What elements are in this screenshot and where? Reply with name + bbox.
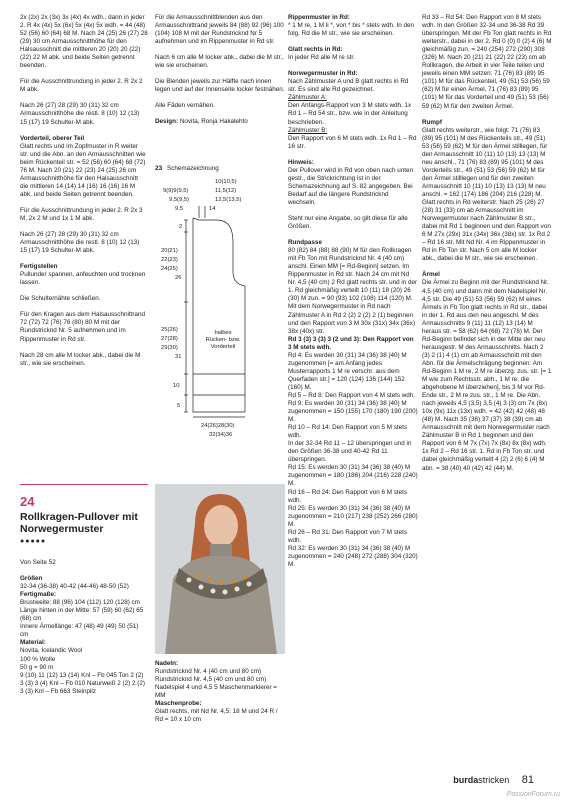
material-text: 9 (10) 11 (12) 13 (14) Knl – Fb 045 Ton 2 (2) 3 (3) 3 (4) Knl – Fb 010 Naturweiß 2 (2) 2 (2) 3 (3) Knl – Fb 663 Steinpilz bbox=[20, 671, 145, 695]
schema-drawing bbox=[155, 162, 285, 442]
measure-text: Brustweite: 88 (96) 104 (112) 120 (128) cm bbox=[20, 599, 140, 607]
text-paragraph: Nach 26 (27) 28 (29) 30 (31) 32 cm Armausschnitthöhe die restl. 8 (10) 12 (13) 15 (17) 19 Schulter-M abk. bbox=[20, 231, 140, 255]
material-text: 100 % Wolle bbox=[20, 655, 56, 663]
schema-top-1: 10(10,5) bbox=[215, 179, 237, 185]
pattern-divider bbox=[20, 484, 148, 485]
text-paragraph: In jeder Rd alle M re str. bbox=[288, 54, 355, 62]
text-paragraph: Nach 28 cm alle M locker abk., dabei die M str., wie sie erscheinen. bbox=[20, 351, 141, 367]
schema-label: halbes Rücken- bzw. Vorderteil bbox=[205, 330, 241, 350]
pattern-number: 24 bbox=[20, 494, 35, 509]
text-paragraph: Rd 26 – Rd 31: Den Rapport von 7 M stets wdh. bbox=[288, 528, 408, 544]
text-paragraph: Glatt rechts weiterstr., wie folgt: 71 (76) 83 (89) 95 (101) M des Rückenteils str., 49 (51) 53 (56) 59 (62) M für den Ärmel stilllegen, für den Armausschnitt 10 (11) 10 (13) 13 (13) M neu anschl., 71 (76) 83 (89) 95 (101) M des Vorderteils str., 49 (51) 53 (56) 59 (62) M für den Ärmel stilllegen und für den zweiten Armausschnitt 10 (11) 10 (13) 13 (13) M neu anschl. = 162 (174) 186 (204) 216 (228) M. Glatt rechts in Rd weiterstr. Nach 25 (26) 27 (28) 31 (33) cm ab Armausschnitt im Norwegermuster nach Zählmuster B str., dabei mit Rd 1 beginnen und den Rapport von 6 M 27x (29x) 31x (34x) 36x (38x) str. 1x Rd 2 – Rd 16 str. Mit Nd Nr. 4 im Rippenmuster in Rd in Fb Ton str. Nach 5 cm alle M locker abk., dabei die M str., wie sie erscheinen. bbox=[422, 126, 551, 263]
text-paragraph: Den Rapport von 6 M stets wdh. 1x Rd 1 – Rd 16 str. bbox=[288, 134, 417, 150]
text-paragraph: Rd 25: Es werden 30 (31) 34 (36) 38 (40) M zugenommen = 210 (217) 238 (252) 266 (280) M. bbox=[288, 504, 418, 528]
page-number: 81 bbox=[521, 774, 534, 786]
text-paragraph: Rd 16 – Rd 24: Den Rapport von 6 M stets wdh. bbox=[288, 488, 408, 504]
schema-left-num: 29(30) bbox=[161, 345, 178, 351]
schema-left-num: 22(23) bbox=[161, 257, 178, 263]
heading-rippenmuster: Rippenmuster in Rd: bbox=[288, 14, 350, 21]
schema-left-num: 24(25) bbox=[161, 266, 178, 272]
needles-text: Rundstricknd Nr. 4 (40 cm und 80 cm) Rundstricknd Nr. 4,5 (40 cm und 80 cm) Nadelspiel 4 und 4,5 5 Maschenmarkierer = MM bbox=[155, 668, 277, 700]
pattern-title: Rollkragen-Pullover mit Norwegermuster bbox=[20, 511, 138, 535]
brand-suffix: stricken bbox=[478, 775, 510, 785]
text-paragraph: 2x (2x) 2x (3x) 3x (4x) 4x wdh., dann in jeder 2. R 4x (4x) 5x (6x) 5x (4x) 5x wdh. = 44 (48) 52 (56) 60 (64) 68 M. Nach 24 (25) 26 (27) 28 (29) 30 cm Armausschnitthöhe für den Halsausschnitt die mittleren 20 (20) 20 (22) (22) 22 M abk. und beide Seiten getrennt beenden. bbox=[20, 14, 148, 70]
heading-maschenprobe: Maschenprobe: bbox=[155, 700, 202, 708]
text-paragraph: Die Ärmel zu Beginn mit der Rundstricknd Nr. 4,5 (40 cm) und dann mit dem Nadelspiel Nr. 4,5 str. Die 49 (51) 53 (56) 59 (62) M eines Ärmels in Fb Ton glatt rechts in Rd str., dabei in der 1. Rd aus den neu angeschl. M des Armausschnitts 9 (11) 11 (12) 13 (14) M heraus str. = 58 (62) 64 (68) 72 (76) M. Der Rd-Beginn befindet sich in der Mitte der neu herausgestr. M des Armausschnitts. Nach 2 (3) 2 (1) 4 (1) cm ab Armausschnitt mit den Abn. für die Ärmelschrägung beginnen: Am Rd-Beginn 1 M re, 2 M re überzg. zus. str. [= 1 M wie zum Rechtsstr. abh., 1 M re, die abgehobene M überziehen], bis 3 M vor Rd-Ende str., 2 M re zus. str., 1 M re. Die Abn. nach jeweils 4,5 (3,5) 3,5 (4) 3 (3) cm 7x (8x) 10x (9x) 11x (13x) wdh. = 42 (42) 42 (48) 48 (48) M. Nach 35 (36) 37 (37) 38 (39) cm ab Armausschnitt mit dem Norwegermuster nach Zählmuster B in Rd 1 beginnen und den Rapport von 6 M 7x (7x) 7x (8x) 8x (8x) wdh. 1x Rd 2 – Rd 16 str. 1. Rd in Fb Ton str. und dabei gleichmäßig verteilt 4 (2) 2 (6) 6 (4) M abn. = 38 (40) 40 (42) 42 (44) M. bbox=[422, 279, 552, 472]
schema-left-1: 9(9)9(9,5) bbox=[163, 188, 189, 194]
text-paragraph: Für die Ausschnittrundung in jeder 2. R 2x 2 M abk. bbox=[20, 78, 143, 94]
design-label: Design: bbox=[155, 118, 179, 126]
schema-left-num: 26 bbox=[175, 275, 182, 281]
schema-top-3: 12,5(13,5) bbox=[215, 197, 242, 203]
schema-left-num: 5 bbox=[177, 403, 181, 409]
schema-top-2: 11,5(12) bbox=[215, 188, 237, 194]
schema-left-num: 25(26) bbox=[161, 327, 178, 333]
schema-title: Schemazeichnung bbox=[167, 165, 219, 172]
heading-nadeln: Nadeln: bbox=[155, 660, 179, 667]
text-paragraph: Rd 32: Es werden 30 (31) 34 (36) 38 (40) M zugenommen = 240 (248) 272 (288) 304 (320) M. bbox=[288, 544, 418, 568]
text-paragraph: * 1 M re, 1 M li *, von * bis * stets wdh. In den folg. Rd die M str., wie sie erscheinen. bbox=[288, 22, 414, 38]
heading-fertigstellen: Fertigstellen bbox=[20, 263, 58, 271]
brand-name: burda bbox=[453, 775, 479, 785]
material-text: Novita, Icelandic Wool bbox=[20, 647, 83, 655]
text-paragraph: Steht nur eine Angabe, so gilt diese für alle Größen. bbox=[288, 214, 408, 231]
text-paragraph: 80 (82) 84 (88) 88 (90) M für den Rollkragen mit Fb Ton mit Rundstricknd Nr. 4 (40 cm) anschl. Einen MM [= Rd-Beginn] setzen. Im Rippenmuster in Rd str. Nach 24 cm mit Nd Nr. 4,5 (40 cm) 2 Rd glatt rechts str. und in der 1. Rd gleichmäßig verteilt 10 (11) 18 (20) 26 (30) M zun. = 90 (93) 102 (108) 114 (120) M. Mit dem Norwegermuster in Rd nach Zählmuster A in Rd 2 (2) 2 (2) 2 (1) beginnen und den Rapport von 3 M 30x (31x) 34x (36x) 38x (40x) str. bbox=[288, 247, 418, 335]
gauge-text: Glatt rechts, mit Nd Nr. 4,5: 18 M und 24 R / Rd = 10 x 10 cm bbox=[155, 708, 278, 724]
heading-glatt-rechts: Glatt rechts in Rd: bbox=[288, 46, 343, 54]
text-paragraph: Für die Ausschnittrundung in jeder 2. R 2x 3 M, 2x 2 M und 1x 1 M abk. bbox=[20, 206, 143, 222]
heading-norwegermuster: Norwegermuster in Rd: bbox=[288, 70, 358, 78]
measure-text: Innere Ärmellänge: 47 (48) 49 (49) 50 (51) cm bbox=[20, 623, 139, 639]
zaehlmuster-b: Zählmuster B: bbox=[288, 126, 328, 134]
schema-left-2: 9,5(9,5) bbox=[169, 197, 189, 203]
text-paragraph: Rd 4: Es werden 30 (31) 34 (36) 38 (40) M zugenommen [= am Anfang jedes Musterrapports 1 M re verschr. aus dem Querfaden str.] = 120 (124) 136 (144) 152 (160) M. bbox=[288, 351, 407, 391]
schema-outline bbox=[184, 206, 245, 417]
needles-section bbox=[155, 660, 285, 732]
text-paragraph: Rd 9: Es werden 30 (31) 34 (36) 38 (40) M zugenommen = 150 (155) 170 (180) 190 (200) M. bbox=[288, 400, 418, 424]
text-paragraph: Nach 26 (27) 28 (29) 30 (31) 32 cm Armausschnitthöhe die restl. 8 (10) 12 (13) 15 (17) 19 Schulter-M abk. bbox=[20, 102, 140, 126]
schema-left-num: 2 bbox=[179, 224, 183, 230]
heading-rumpf: Rumpf bbox=[422, 118, 442, 126]
text-paragraph: Rd 33 – Rd 54: Den Rapport von 8 M stets wdh. In den Größen 32-34 und 36-38 Rd 39 überspringen. Mit der Fb Ton glatt rechts in Rd weiterstr., dabei in der 2. Rd 0 (0) 0 (2) 4 (6) M gleichmäßig zun. = 240 (254) 272 (290) 308 (326) M. Nach 20 (21) 21 (22) 22 (23) cm ab Rollkragen, die Arbeit in vier Teile teilen und jeweils einen MM setzen: 71 (76) 83 (89) 95 (101) M für das Rückenteil, 49 (51) 53 (56) 59 (62) M für einen Ärmel, 71 (76) 83 (89) 95 (101) M für das Vorderteil und 49 (51) 53 (56) 59 (62) M für den zweiten Ärmel. bbox=[422, 14, 552, 110]
text-paragraph: Für den Kragen aus dem Halsausschnittrand 72 (72) 72 (76) 76 (80) 80 M mit der Rundstricknd Nr. 5 aufnehmen und im Rippenmuster in Rd str. bbox=[20, 311, 145, 343]
design-credit bbox=[155, 118, 285, 126]
text-paragraph: Alle Fäden vernähen. bbox=[155, 102, 215, 110]
column-2 bbox=[155, 14, 285, 134]
text-paragraph: Der Pullover wird in Rd von oben nach unten gestr., die Strickrichtung ist in der Schemazeichnung auf S. 82 angegeben. Bei Bedarf auf die längere Rundstricknd wechseln. bbox=[288, 166, 413, 206]
text-paragraph: Die Blenden jeweils zur Hälfte nach innen legen und auf der Innenseite locker festnähen. bbox=[155, 78, 285, 94]
text-paragraph: Rd 10 – Rd 14: Den Rapport von 5 M stets wdh. bbox=[288, 424, 408, 440]
text-paragraph: In der 32-34 Rd 11 – 12 überspringen und in den Größen 36-38 und 40-42 Rd 11 überspringen. bbox=[288, 440, 412, 464]
column-4 bbox=[422, 14, 552, 481]
text-paragraph: Die Schulternähte schließen. bbox=[20, 295, 101, 303]
text-paragraph: Glatt rechts und im Zopfmuster in R weiter str. und die Abn. an den Armausschnitten wie beim Rückenteil str. = 52 (56) 60 (64) 68 (72) 76 M. Nach 20 (21) 22 (23) 24 (25) 26 cm Armausschnitthöhe für den Halsausschnitt die mittleren 14 (14) 14 (16) 16 (16) 16 M abk. und beide Seiten getrennt beenden. bbox=[20, 142, 146, 198]
schema-bottom-2: 32(34)36 bbox=[209, 432, 233, 438]
schema-left-3: 9,5 bbox=[175, 206, 184, 212]
text-paragraph: Rd 5 – Rd 8: Den Rapport von 4 M stets wdh. bbox=[288, 391, 416, 399]
heading-hinweis: Hinweis: bbox=[288, 158, 314, 166]
schema-left-num: 31 bbox=[175, 354, 182, 360]
design-value: Novita, Ronja Hakalehto bbox=[179, 118, 248, 126]
schema-left-num: 20(21) bbox=[161, 248, 178, 254]
pattern-intro bbox=[20, 484, 148, 794]
text-paragraph: Nach 6 cm alle M locker abk., dabei die M str., wie sie erscheinen. bbox=[155, 54, 284, 70]
text-paragraph: Den Anfangs-Rapport von 3 M stets wdh. 1x Rd 1 – Rd 54 str., bzw. wie in der Anleitung beschrieben. bbox=[288, 102, 412, 126]
sizes-text: 32-34 (36-38) 40-42 (44-46) 48-50 (52) bbox=[20, 583, 129, 591]
difficulty-dots: ●●●●● bbox=[20, 538, 47, 545]
page-footer bbox=[453, 774, 534, 786]
material-text: 50 g = 90 m bbox=[20, 663, 54, 671]
heading-material: Material: bbox=[20, 639, 46, 647]
column-1 bbox=[20, 14, 148, 376]
column-3 bbox=[288, 14, 418, 569]
schema-bottom-1: 24(26)28(30) bbox=[201, 423, 235, 429]
text-paragraph: Rd 3 (3) 3 (3) 3 (2 und 3): Den Rapport von 3 M stets wdh. bbox=[288, 335, 414, 351]
watermark: PassionForum.ru bbox=[506, 791, 560, 798]
heading-rundpasse: Rundpasse bbox=[288, 239, 322, 247]
schema-svg bbox=[155, 162, 285, 442]
heading-fertigmasse: Fertigmaße: bbox=[20, 591, 57, 599]
schema-left-num: 27(28) bbox=[161, 336, 178, 342]
text-paragraph: Pullunder spannen, anfeuchten und trocknen lassen. bbox=[20, 271, 146, 287]
measure-text: Länge hinten in der Mitte: 57 (59) 60 (62) 65 (68) cm bbox=[20, 607, 144, 623]
schema-left-num: 10 bbox=[173, 383, 180, 389]
schema-number: 23 bbox=[155, 165, 163, 172]
text-paragraph: Nach Zählmuster A und B glatt rechts in Rd str. Es sind alle Rd gezeichnet. bbox=[288, 78, 409, 94]
cover-ref: Von Seite 52 bbox=[20, 559, 56, 566]
model-photo bbox=[155, 484, 285, 654]
schema-top-4: 14 bbox=[209, 206, 216, 212]
heading-groessen: Größen bbox=[20, 575, 43, 583]
zaehlmuster-a: Zählmuster A: bbox=[288, 94, 327, 102]
model-illustration bbox=[155, 484, 285, 654]
heading-vorderteil: Vorderteil, oberer Teil bbox=[20, 134, 85, 142]
heading-aermel: Ärmel bbox=[422, 271, 440, 279]
text-paragraph: Für die Armausschnittblenden aus den Armausschnittrand jeweils 84 (88) 92 (96) 100 (104) 108 M mit der Rundstricknd Nr 5 aufnehmen und im Rippenmuster in Rd str. bbox=[155, 14, 284, 46]
schema-label-box bbox=[203, 330, 243, 362]
text-paragraph: Rd 15: Es werden 30 (31) 34 (36) 38 (40) M zugenommen = 180 (186) 204 (216) 228 (240) M. bbox=[288, 464, 418, 488]
